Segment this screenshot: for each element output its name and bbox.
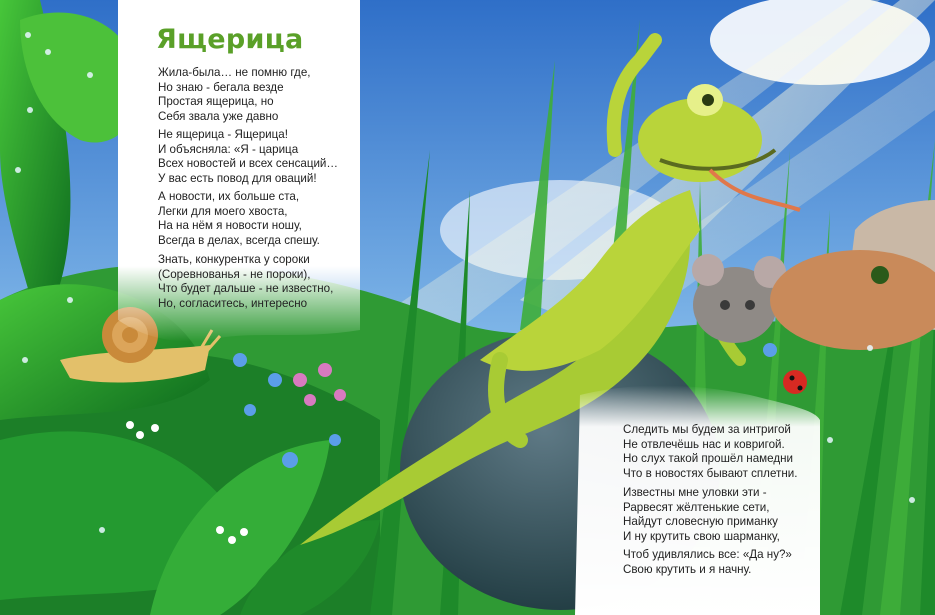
poem-line: Но слух такой прошёл намедни bbox=[623, 452, 793, 466]
poem-line: Чтоб удивлялись все: «Да ну?» bbox=[623, 548, 792, 561]
stanza-5 bbox=[623, 423, 797, 481]
poem-line: Рарвесят жёлтенькие сети, bbox=[623, 500, 770, 514]
poem-line: Найдут словесную приманку bbox=[623, 515, 778, 529]
stanza-2 bbox=[158, 128, 338, 186]
poem-line: Всех новостей и всех сенсаций… bbox=[158, 157, 339, 171]
poem-line: Известны мне уловки эти - bbox=[623, 486, 767, 499]
poem-line: У вас есть повод для оваций! bbox=[158, 171, 317, 185]
poem-line: А новости, их больше ста, bbox=[158, 190, 300, 203]
poem-line: Легки для моего хвоста, bbox=[158, 204, 288, 218]
poem-line: Но, согласитесь, интересно bbox=[158, 296, 308, 310]
poem-line: Следить мы будем за интригой bbox=[623, 423, 791, 436]
poem-line: Жила-была… не помню где, bbox=[158, 66, 311, 79]
poem-line: Не ящерица - Ящерица! bbox=[158, 128, 288, 141]
poem-line: Всегда в делах, всегда спешу. bbox=[158, 233, 320, 247]
poem-line: И ну крутить свою шарманку, bbox=[623, 529, 780, 543]
poem-line: Знать, конкурентка у сороки bbox=[158, 253, 310, 266]
poem-line: На на нём я новости ношу, bbox=[158, 219, 302, 233]
stanza-3 bbox=[158, 190, 320, 248]
stanza-6 bbox=[623, 486, 780, 544]
stanza-7 bbox=[623, 548, 792, 577]
poem-line: Свою крутить и я начну. bbox=[623, 562, 752, 576]
poem-line: Себя звала уже давно bbox=[158, 109, 279, 123]
poem-line: Простая ящерица, но bbox=[158, 95, 274, 109]
ladybug bbox=[783, 370, 807, 394]
poem-line: Но знаю - бегала везде bbox=[158, 80, 284, 94]
poem-line: Что в новостях бывают сплетни. bbox=[623, 466, 798, 480]
stanza-4 bbox=[158, 253, 333, 311]
poem-line: (Соревнованья - не пороки), bbox=[158, 267, 311, 281]
poem-line: И объясняла: «Я - царица bbox=[158, 142, 299, 156]
poem-line: Не отвлечёшь нас и ковригой. bbox=[623, 437, 785, 451]
poem-line: Что будет дальше - не известно, bbox=[158, 282, 334, 296]
page-title: Ящерица bbox=[156, 24, 304, 55]
stanza-1 bbox=[158, 66, 311, 124]
